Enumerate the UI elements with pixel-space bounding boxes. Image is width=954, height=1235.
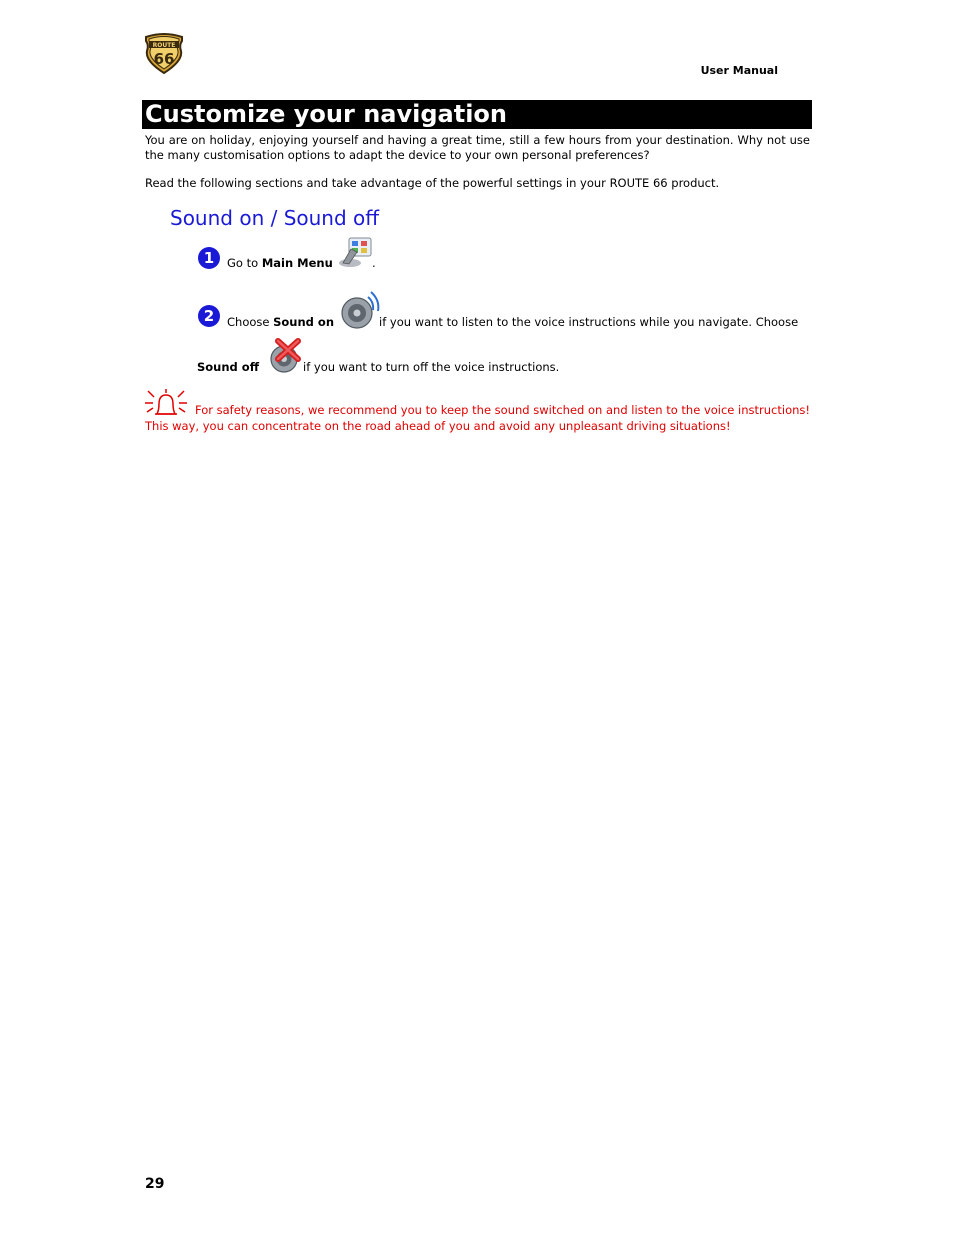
section-heading: Sound on / Sound off	[170, 206, 380, 230]
manual-label: User Manual	[700, 64, 778, 77]
step-2-text	[227, 315, 334, 329]
step-2-sound-off: Sound off	[197, 360, 260, 374]
step-1-number: 1	[198, 247, 220, 269]
safety-warning: For safety reasons, we recommend you to keep the sound switched on and listen to the voice instructions! This way, you can concentrate on the road ahead of you and avoid any unpleasant driving situations!	[145, 403, 810, 433]
intro-paragraph-1: You are on holiday, enjoying yourself and having a great time, still a few hours from your destination. Why not use the many customisation options to adapt the device to your own personal preferences?	[145, 133, 810, 162]
page-title: Customize your navigation	[142, 100, 812, 129]
step-2-number: 2	[198, 305, 220, 327]
step-1-prefix: Go to	[227, 256, 262, 270]
step-2-after-off: if you want to turn off the voice instructions.	[303, 360, 560, 374]
logo-text-top: ROUTE	[152, 42, 176, 49]
logo-text-num: 66	[153, 50, 175, 68]
step-2-sound-off-label	[197, 360, 259, 374]
speaker-on-icon	[340, 289, 382, 331]
step-1-suffix: .	[372, 256, 376, 270]
intro-paragraph-2: Read the following sections and take advantage of the powerful settings in your ROUTE 66 product.	[145, 176, 720, 190]
main-menu-icon	[337, 235, 373, 269]
page-number: 29	[145, 1176, 165, 1192]
step-2-prefix: Choose	[227, 315, 274, 329]
step-2-sound-on: Sound on	[273, 315, 335, 329]
step-1-main-menu: Main Menu	[261, 256, 333, 270]
step-1-text	[227, 256, 333, 270]
route66-logo	[143, 31, 185, 75]
step-2-after-on: if you want to listen to the voice instructions while you navigate. Choose	[379, 315, 799, 329]
speaker-off-icon	[268, 337, 304, 373]
